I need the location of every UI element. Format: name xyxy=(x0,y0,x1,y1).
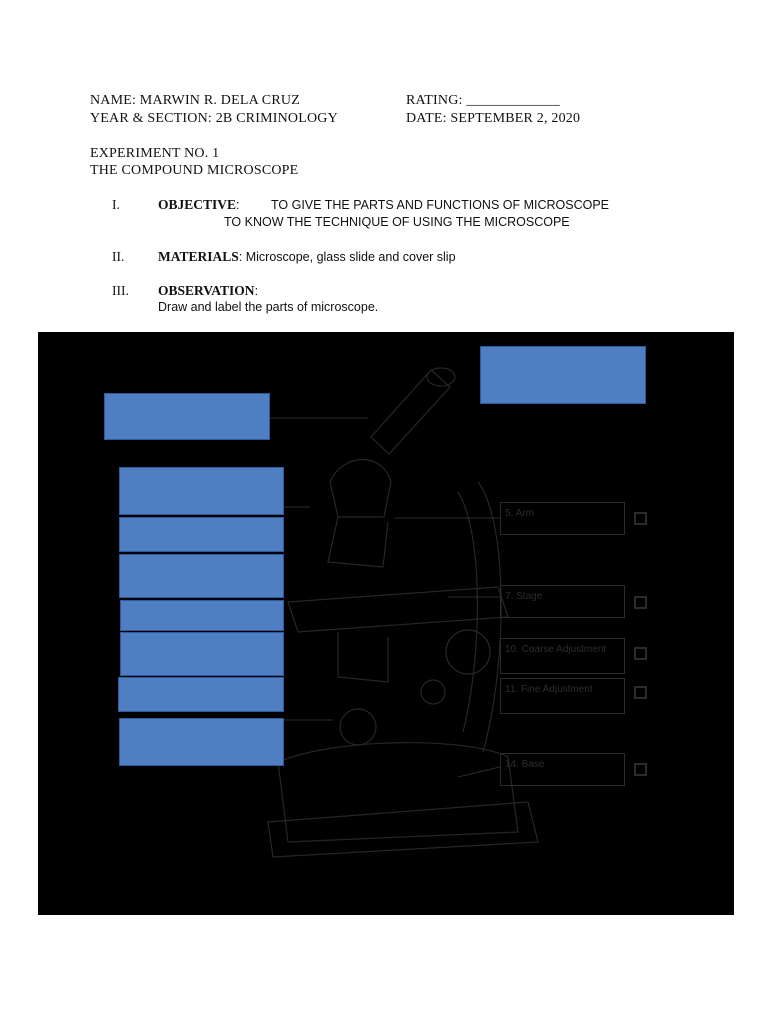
materials-colon: : xyxy=(238,250,243,264)
experiment-number: EXPERIMENT NO. 1 xyxy=(90,146,220,161)
observation-row xyxy=(158,283,258,299)
microscope-figure xyxy=(38,332,734,915)
objective-line-2: TO KNOW THE TECHNIQUE OF USING THE MICROSCOPE xyxy=(224,215,570,229)
date-field: DATE: SEPTEMBER 2, 2020 xyxy=(406,111,581,126)
section-3-numeral: III. xyxy=(112,283,129,298)
observation-instruction: Draw and label the parts of microscope. xyxy=(158,300,379,314)
materials-heading: MATERIALS xyxy=(158,249,239,264)
observation-colon: : xyxy=(254,284,259,298)
checkbox-arm[interactable] xyxy=(634,512,647,525)
experiment-title: THE COMPOUND MICROSCOPE xyxy=(90,163,299,178)
faint-label-fine-adjustment: 11. Fine Adjustment xyxy=(500,678,625,714)
faint-label-base: 14. Base xyxy=(500,753,625,786)
label-answer-box-8[interactable] xyxy=(118,677,284,712)
rating-field: RATING: _____________ xyxy=(406,93,560,108)
checkbox-stage[interactable] xyxy=(634,596,647,609)
label-answer-box-6[interactable] xyxy=(120,600,284,631)
label-answer-box-9[interactable] xyxy=(119,718,284,766)
label-answer-box-2[interactable] xyxy=(104,393,270,440)
faint-label-stage: 7. Stage xyxy=(500,585,625,618)
section-2-numeral: II. xyxy=(112,249,125,264)
objective-line-1: TO GIVE THE PARTS AND FUNCTIONS OF MICROSCOPE xyxy=(271,198,610,212)
checkbox-coarse-adjustment[interactable] xyxy=(634,647,647,660)
label-answer-box-7[interactable] xyxy=(120,632,284,676)
label-answer-box-5[interactable] xyxy=(119,554,284,598)
faint-label-coarse-adjustment: 10. Coarse Adjustment xyxy=(500,638,625,674)
materials-row xyxy=(158,249,456,265)
checkbox-base[interactable] xyxy=(634,763,647,776)
label-answer-box-3[interactable] xyxy=(119,467,284,515)
student-name: NAME: MARWIN R. DELA CRUZ xyxy=(90,93,300,108)
section-1-heading-row xyxy=(158,197,240,213)
objective-heading: OBJECTIVE xyxy=(158,197,237,212)
year-section: YEAR & SECTION: 2B CRIMINOLOGY xyxy=(90,111,338,126)
observation-heading: OBSERVATION xyxy=(158,283,255,298)
objective-colon: : xyxy=(236,198,240,212)
label-answer-box-4[interactable] xyxy=(119,517,284,552)
checkbox-fine-adjustment[interactable] xyxy=(634,686,647,699)
label-answer-box-1[interactable] xyxy=(480,346,646,404)
faint-label-arm: 5. Arm xyxy=(500,502,625,535)
materials-text: Microscope, glass slide and cover slip xyxy=(242,250,456,264)
section-1-numeral: I. xyxy=(112,197,120,212)
